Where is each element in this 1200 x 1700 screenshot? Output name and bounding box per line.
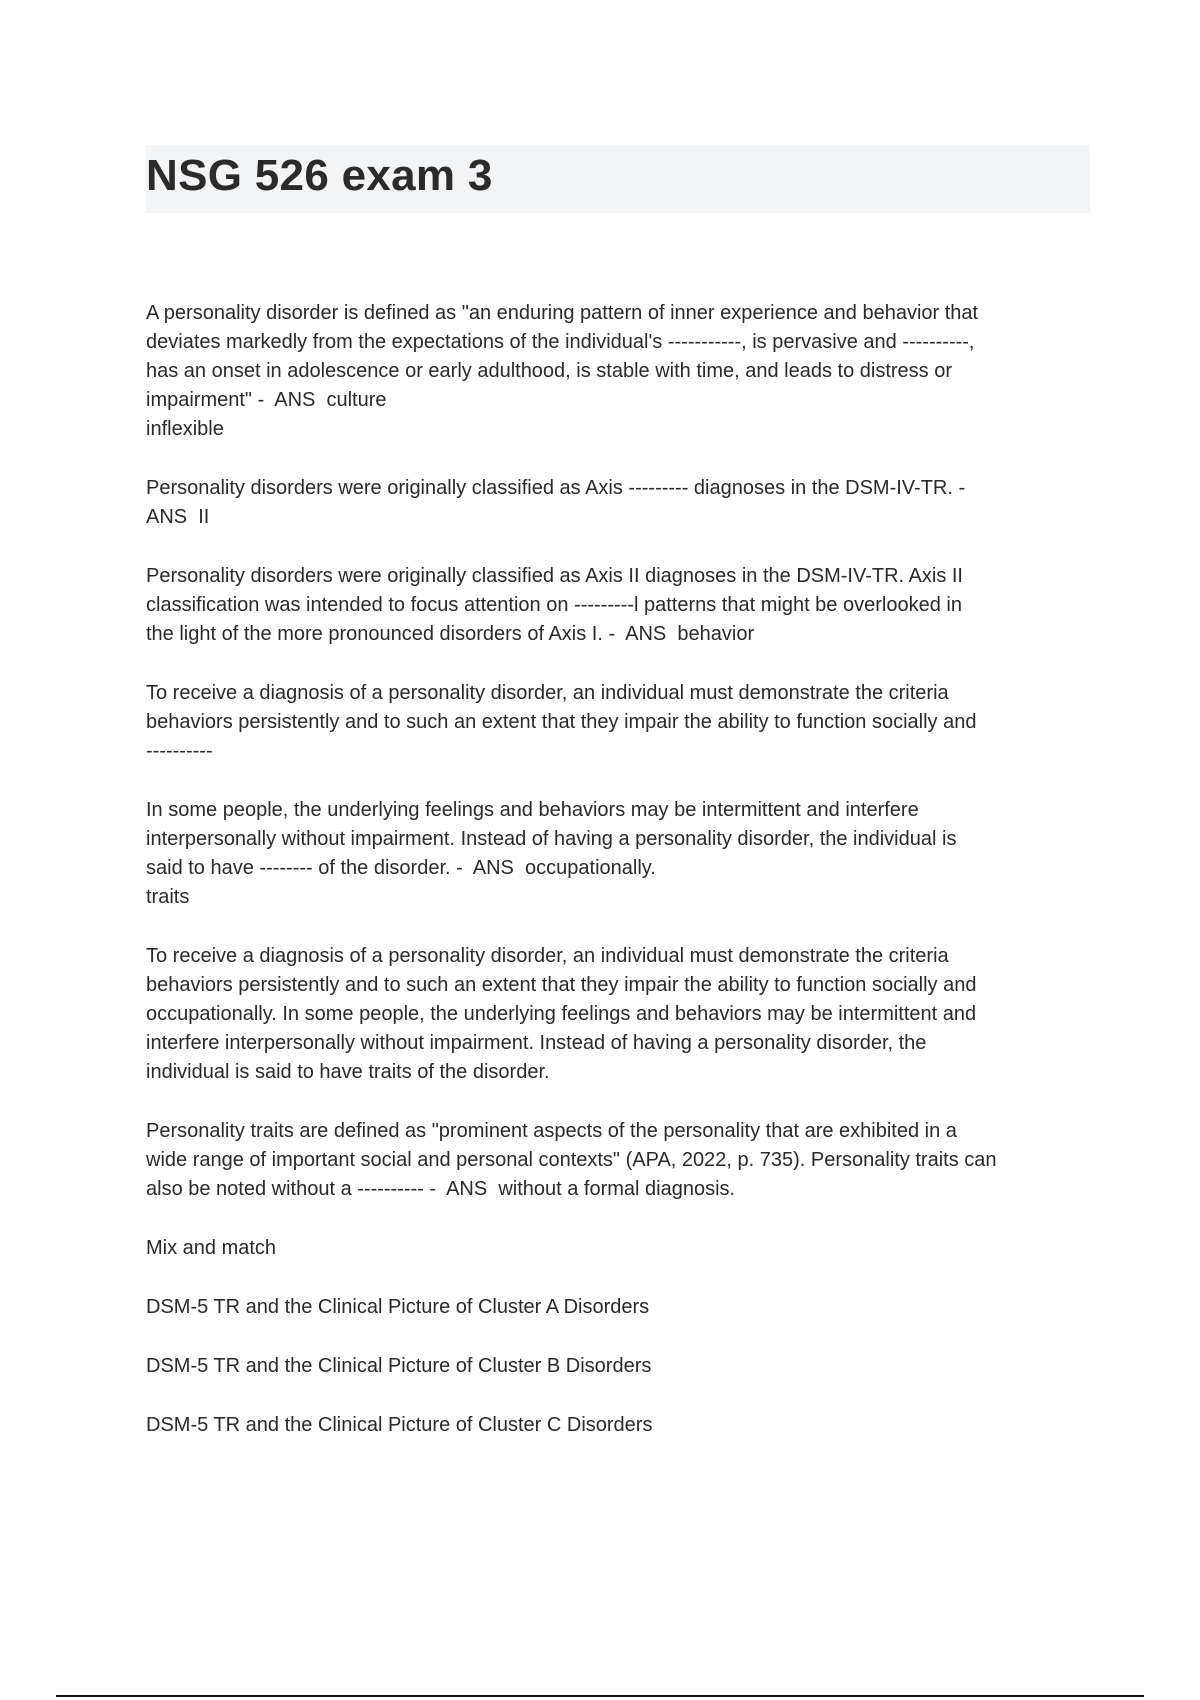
text-line: DSM-5 TR and the Clinical Picture of Cluster C Disorders [146, 1414, 653, 1436]
text-line: has an onset in adolescence or early adulthood, is stable with time, and leads to distress or [146, 360, 953, 382]
text-line: ANS II [146, 506, 210, 528]
text-line: behaviors persistently and to such an extent that they impair the ability to function socially and [146, 711, 977, 733]
qa-block [146, 1234, 1090, 1263]
text-line: said to have -------- of the disorder. - ANS occupationally. [146, 857, 656, 879]
page-title: NSG 526 exam 3 [146, 151, 493, 200]
qa-block [146, 942, 1090, 1087]
text-line: ---------- [146, 740, 213, 762]
text-line: also be noted without a ---------- - ANS without a formal diagnosis. [146, 1178, 736, 1200]
text-line: DSM-5 TR and the Clinical Picture of Cluster B Disorders [146, 1355, 652, 1377]
text-line: the light of the more pronounced disorders of Axis I. - ANS behavior [146, 623, 755, 645]
text-line: inflexible [146, 418, 224, 440]
qa-block [146, 299, 1090, 444]
text-line: Personality disorders were originally classified as Axis II diagnoses in the DSM-IV-TR. Axis II [146, 565, 963, 587]
qa-block [146, 1411, 1090, 1440]
text-line: interfere interpersonally without impairment. Instead of having a personality disorder, the [146, 1032, 927, 1054]
text-line: To receive a diagnosis of a personality disorder, an individual must demonstrate the criteria [146, 682, 949, 704]
text-line: behaviors persistently and to such an extent that they impair the ability to function socially and [146, 974, 977, 996]
document-body [146, 299, 1090, 1470]
text-line: deviates markedly from the expectations of the individual's -----------, is pervasive and ----------, [146, 331, 975, 353]
qa-block [146, 1352, 1090, 1381]
qa-block [146, 1293, 1090, 1322]
text-line: DSM-5 TR and the Clinical Picture of Cluster A Disorders [146, 1296, 650, 1318]
qa-block [146, 562, 1090, 649]
text-line: Personality disorders were originally classified as Axis --------- diagnoses in the DSM-IV-TR. - [146, 477, 966, 499]
text-line: individual is said to have traits of the disorder. [146, 1061, 550, 1083]
qa-block [146, 1117, 1090, 1204]
text-line: traits [146, 886, 190, 908]
text-line: classification was intended to focus attention on ---------l patterns that might be overlooked in [146, 594, 962, 616]
text-line: Mix and match [146, 1237, 277, 1259]
text-line: interpersonally without impairment. Instead of having a personality disorder, the individual is [146, 828, 957, 850]
text-line: occupationally. In some people, the underlying feelings and behaviors may be intermittent and [146, 1003, 977, 1025]
text-line: To receive a diagnosis of a personality disorder, an individual must demonstrate the criteria [146, 945, 949, 967]
text-line: Personality traits are defined as "prominent aspects of the personality that are exhibited in a [146, 1120, 957, 1142]
text-line: In some people, the underlying feelings and behaviors may be intermittent and interfere [146, 799, 919, 821]
text-line: A personality disorder is defined as "an enduring pattern of inner experience and behavior that [146, 302, 979, 324]
qa-block [146, 679, 1090, 766]
text-line: impairment" - ANS culture [146, 389, 387, 411]
qa-block [146, 474, 1090, 532]
text-line: wide range of important social and personal contexts" (APA, 2022, p. 735). Personality traits can [146, 1149, 997, 1171]
footer-rule [56, 1695, 1144, 1697]
qa-block [146, 796, 1090, 912]
